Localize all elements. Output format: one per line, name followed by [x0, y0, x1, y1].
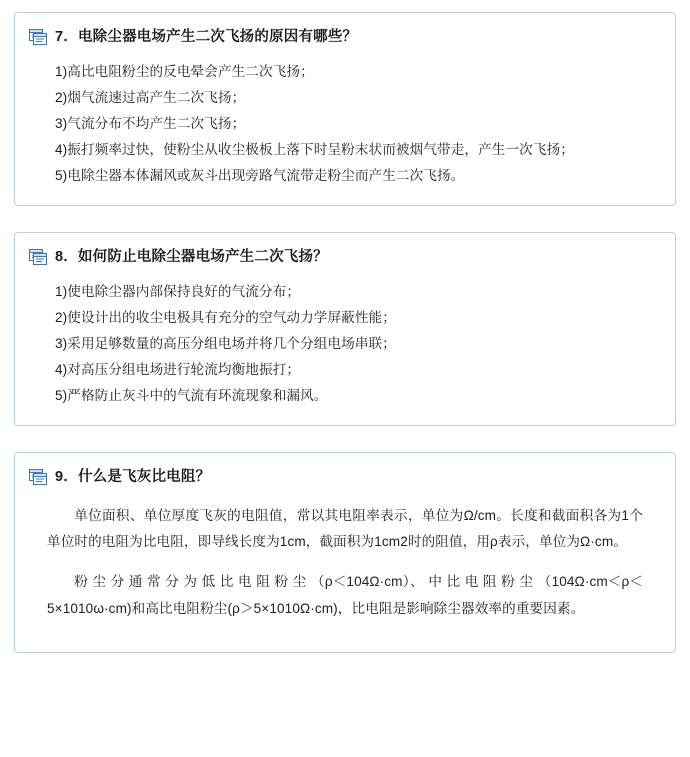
answer-line: 2)烟气流速过高产生二次飞扬； [55, 89, 246, 105]
question-title: 7．电除尘器电场产生二次飞扬的原因有哪些？ [55, 29, 358, 45]
question-title: 9．什么是飞灰比电阻？ [55, 469, 211, 486]
question-header [29, 27, 653, 49]
answer-paragraph: 粉 尘 分 通 常 分 为 低 比 电 阻 粉 尘 （ρ＜104Ω·cm）、 中 比 电 阻 粉 尘 （104Ω·cm＜ρ＜5×1010ω·cm)和高比电阻粉尘(ρ＞5×1010Ω·cm)，比电阻是影响除尘器效率的重要因素。 [47, 574, 643, 616]
qa-card-8 [14, 232, 676, 426]
question-answer-body [29, 503, 653, 623]
answer-line: 5)电除尘器本体漏风或灰斗出现旁路气流带走粉尘而产生二次飞扬。 [55, 168, 465, 184]
document-question-icon [29, 469, 47, 485]
document-question-icon [29, 29, 47, 45]
question-answer-body [29, 59, 653, 189]
qa-card-7 [14, 12, 676, 206]
answer-line: 1)使电除尘器内部保持良好的气流分布； [55, 283, 301, 299]
answer-line: 5)严格防止灰斗中的气流有环流现象和漏风。 [55, 388, 328, 404]
answer-line: 3)采用足够数量的高压分组电场并将几个分组电场串联； [55, 336, 396, 352]
answer-paragraph: 单位面积、单位厚度飞灰的电阻值，常以其电阻率表示，单位为Ω/cm。长度和截面积各为1个单位时的电阻为比电阻，即导线长度为1cm，截面积为1cm2时的阻值，用ρ表示，单位为Ω·cm。 [47, 507, 643, 550]
answer-line: 2)使设计出的收尘电极具有充分的空气动力学屏蔽性能； [55, 310, 396, 326]
answer-line: 3)气流分布不均产生二次飞扬； [55, 115, 246, 131]
answer-line: 4)振打频率过快，使粉尘从收尘极板上落下时呈粉末状而被烟气带走，产生一次飞扬； [55, 142, 574, 158]
answer-line: 4)对高压分组电场进行轮流均衡地振打； [55, 362, 301, 378]
question-header [29, 247, 653, 269]
question-header [29, 467, 653, 489]
question-answer-body [29, 279, 653, 409]
qa-card-9 [14, 452, 676, 653]
question-title: 8．如何防止电除尘器电场产生二次飞扬？ [55, 249, 328, 266]
document-question-icon [29, 249, 47, 265]
answer-line: 1)高比电阻粉尘的反电晕会产生二次飞扬； [55, 63, 314, 79]
